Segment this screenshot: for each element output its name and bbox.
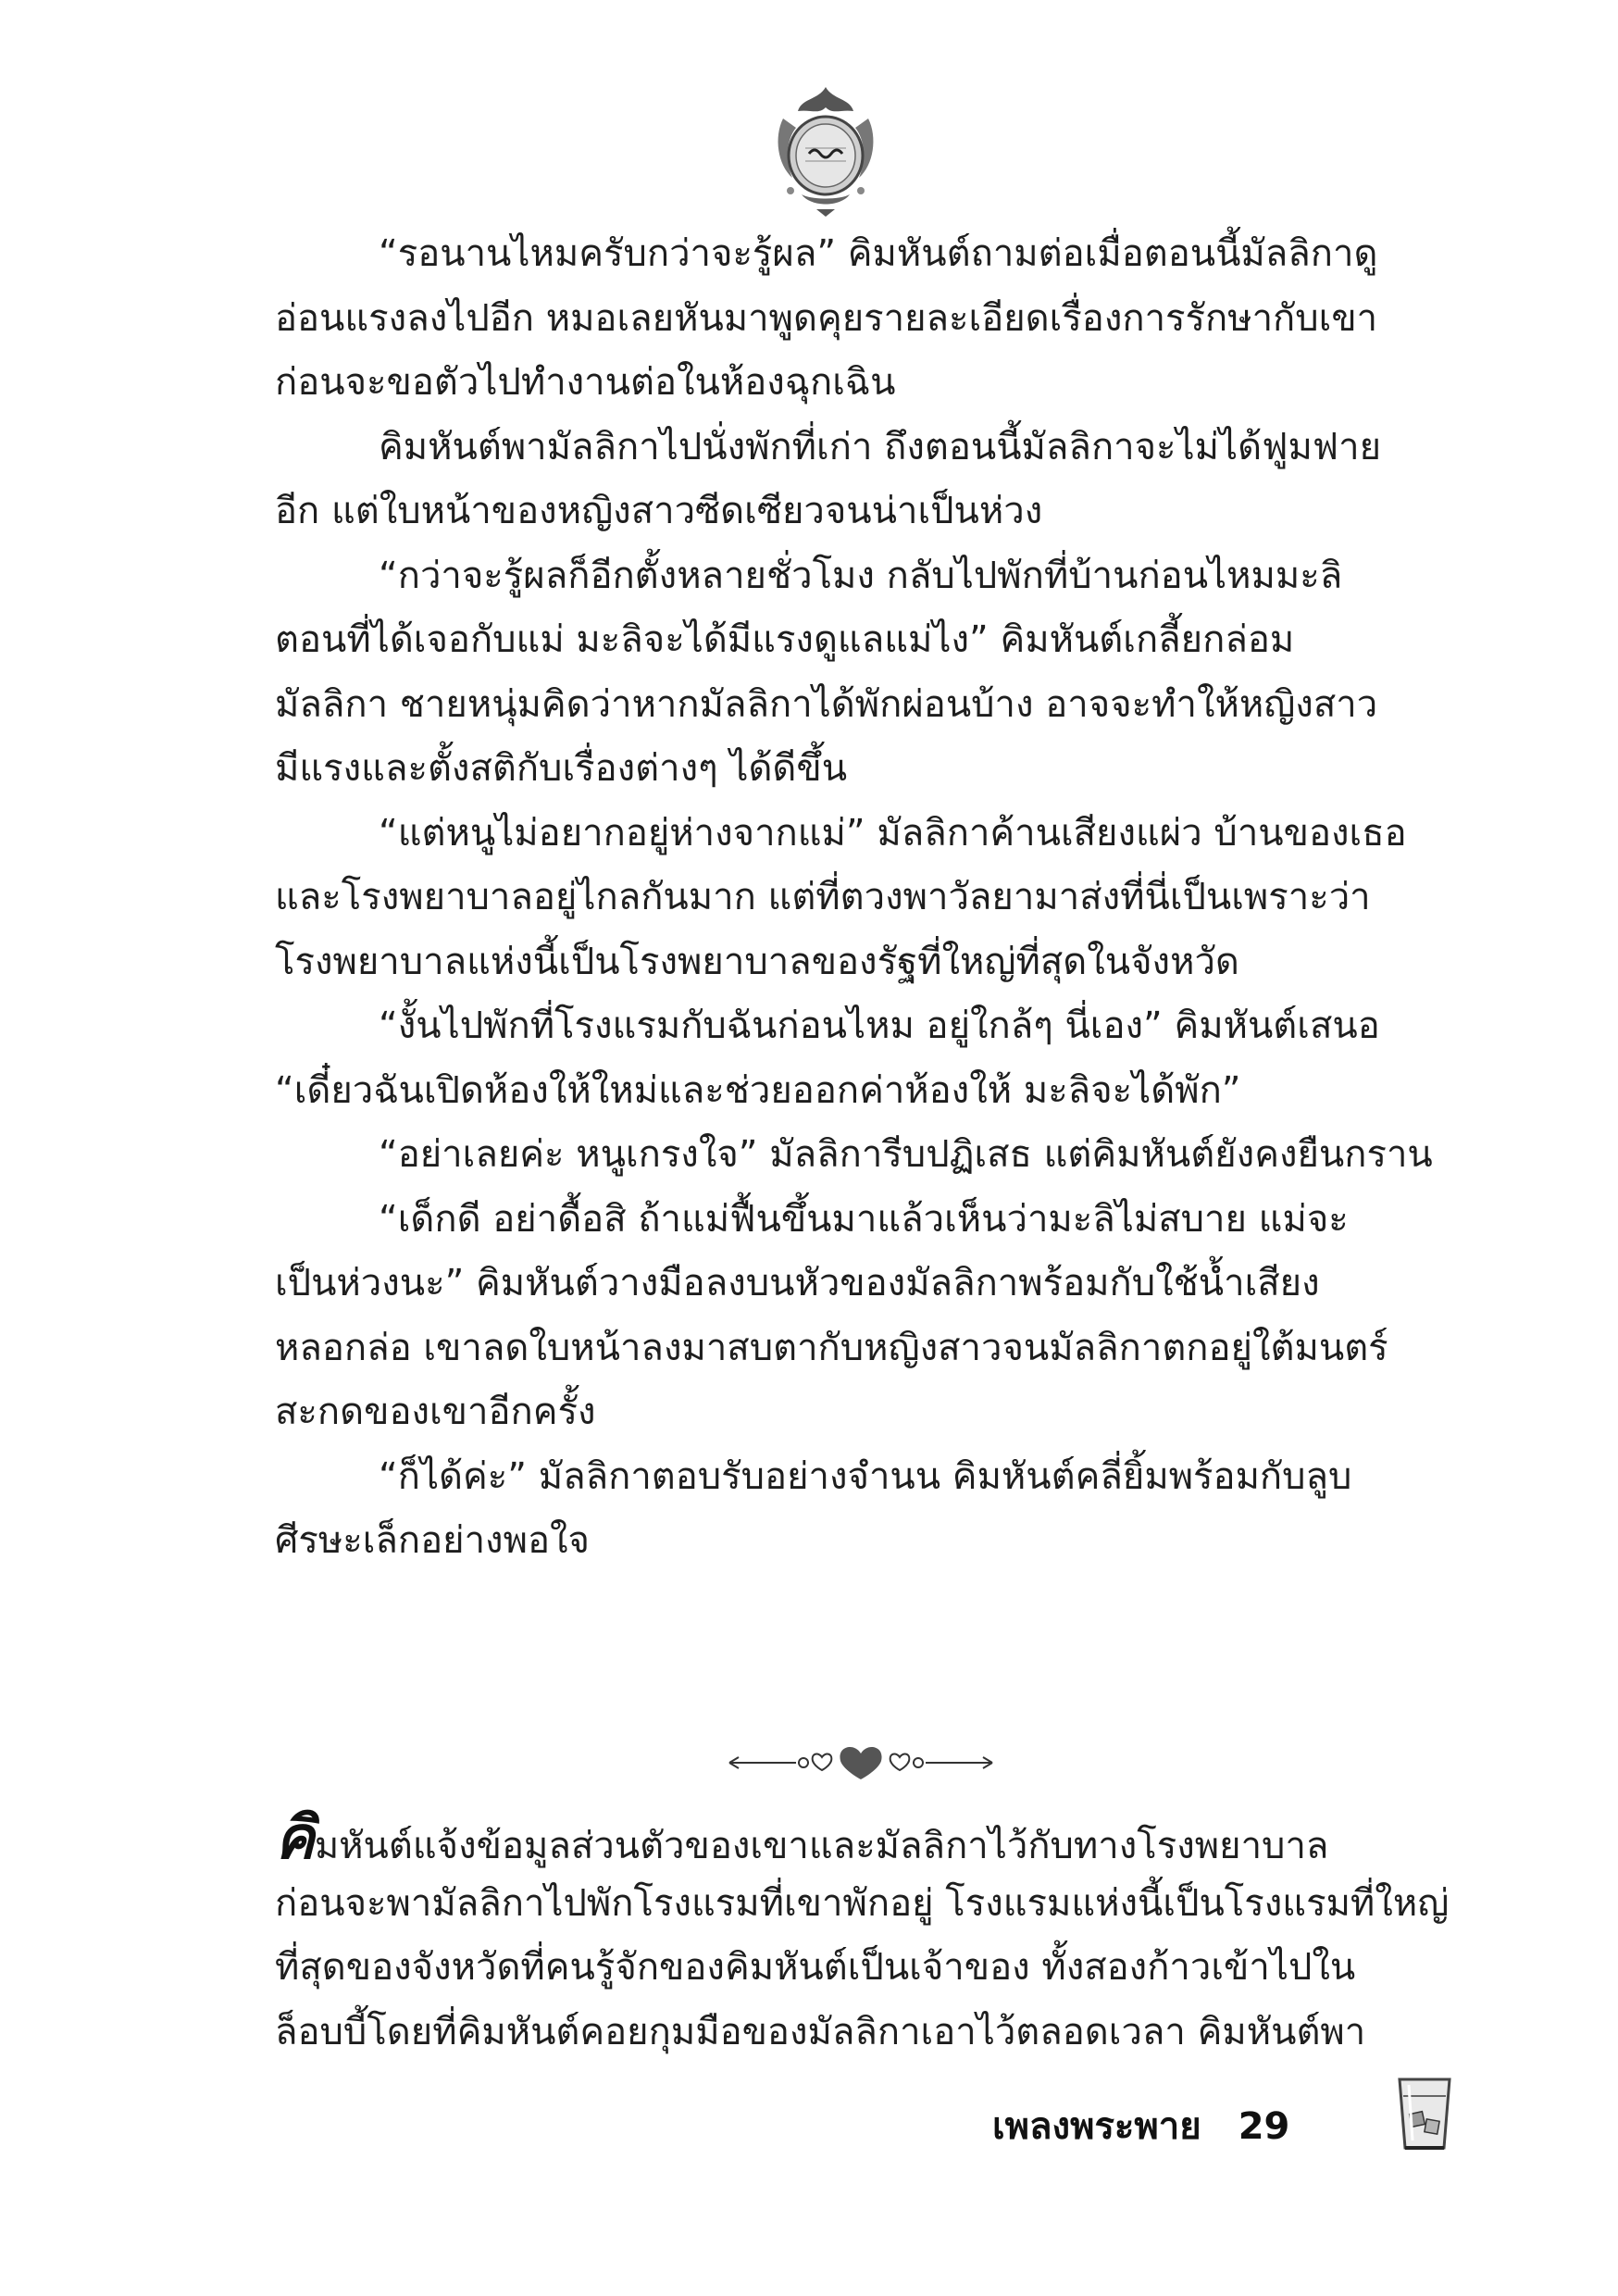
paragraph-line: ศีรษะเล็กอย่างพอใจ xyxy=(275,1519,590,1562)
paragraph-line: “ก็ได้ค่ะ” มัลลิกาตอบรับอย่างจำนน คิมหันต์คลี่ยิ้มพร้อมกับลูบ xyxy=(379,1454,1352,1498)
paragraph-line: เป็นห่วงนะ” คิมหันต์วางมือลงบนหัวของมัลลิกาพร้อมกับใช้น้ำเสียง xyxy=(275,1262,1320,1304)
paragraph-line: “เด็กดี อย่าดื้อสิ ถ้าแม่ฟื้นขึ้นมาแล้วเห็นว่ามะลิไม่สบาย แม่จะ xyxy=(379,1197,1349,1241)
paragraph-line: “อย่าเลยค่ะ หนูเกรงใจ” มัลลิการีบปฏิเสธ แต่คิมหันต์ยังคงยืนกราน xyxy=(379,1133,1433,1176)
publisher-emblem-icon xyxy=(765,81,887,220)
page-footer xyxy=(992,2094,1289,2159)
body-text-section-2 xyxy=(275,1807,1464,2065)
paragraph-line: โรงพยาบาลแห่งนี้เป็นโรงพยาบาลของรัฐที่ใหญ่ที่สุดในจังหวัด xyxy=(275,940,1239,983)
paragraph-line: อ่อนแรงลงไปอีก หมอเลยหันมาพูดคุยรายละเอียดเรื่องการรักษากับเขา xyxy=(275,296,1378,340)
paragraph-line: และโรงพยาบาลอยู่ไกลกันมาก แต่ที่ตวงพาวัลยามาส่งที่นี่เป็นเพราะว่า xyxy=(275,876,1371,918)
paragraph-line: “งั้นไปพักที่โรงแรมกับฉันก่อนไหม อยู่ใกล้ๆ นี่เอง” คิมหันต์เสนอ xyxy=(379,1004,1380,1047)
paragraph-line: มีแรงและตั้งสติกับเรื่องต่างๆ ได้ดีขึ้น xyxy=(275,747,848,790)
paragraph-line: สะกดของเขาอีกครั้ง xyxy=(275,1391,596,1433)
paragraph-line: อีก แต่ใบหน้าของหญิงสาวซีดเซียวจนน่าเป็นห่วง xyxy=(275,490,1043,532)
drop-cap: คิ xyxy=(275,1807,315,1872)
paragraph-line: ล็อบบี้โดยที่คิมหันต์คอยกุมมือของมัลลิกาเอาไว้ตลอดเวลา คิมหันต์พา xyxy=(275,2010,1366,2053)
book-title: เพลงพระพาย xyxy=(992,2105,1201,2148)
paragraph-line: ก่อนจะขอตัวไปทำงานต่อในห้องฉุกเฉิน xyxy=(275,361,896,404)
heart-divider-icon xyxy=(722,1742,1000,1779)
paragraph-line: “กว่าจะรู้ผลก็อีกตั้งหลายชั่วโมง กลับไปพักที่บ้านก่อนไหมมะลิ xyxy=(379,554,1343,597)
paragraph-first-line-text: มหันต์แจ้งข้อมูลส่วนตัวของเขาและมัลลิกาไว้กับทางโรงพยาบาล xyxy=(314,1825,1329,1867)
glass-icon xyxy=(1396,2076,1453,2153)
paragraph-line: “แต่หนูไม่อยากอยู่ห่างจากแม่” มัลลิกาค้านเสียงแผ่ว บ้านของเธอ xyxy=(379,811,1407,855)
paragraph-line: ก่อนจะพามัลลิกาไปพักโรงแรมที่เขาพักอยู่ โรงแรมแห่งนี้เป็นโรงแรมที่ใหญ่ xyxy=(275,1881,1450,1925)
body-text-section-1 xyxy=(275,222,1464,1574)
page-number: 29 xyxy=(1238,2105,1290,2148)
paragraph-line: คิมหันต์พามัลลิกาไปนั่งพักที่เก่า ถึงตอนนี้มัลลิกาจะไม่ได้ฟูมฟาย xyxy=(379,425,1382,468)
paragraph-line: “เดี๋ยวฉันเปิดห้องให้ใหม่และช่วยออกค่าห้องให้ มะลิจะได้พัก” xyxy=(275,1068,1241,1112)
paragraph-line: มัลลิกา ชายหนุ่มคิดว่าหากมัลลิกาได้พักผ่อนบ้าง อาจจะทำให้หญิงสาว xyxy=(275,682,1378,726)
paragraph-line: ตอนที่ได้เจอกับแม่ มะลิจะได้มีแรงดูแลแม่ไง” คิมหันต์เกลี้ยกล่อม xyxy=(275,618,1295,661)
paragraph-line: “รอนานไหมครับกว่าจะรู้ผล” คิมหันต์ถามต่อเมื่อตอนนี้มัลลิกาดู xyxy=(379,232,1378,275)
paragraph-first-line xyxy=(275,1807,1464,1872)
paragraph-line: ที่สุดของจังหวัดที่คนรู้จักของคิมหันต์เป็นเจ้าของ ทั้งสองก้าวเข้าไปใน xyxy=(275,1946,1356,1989)
paragraph-line: หลอกล่อ เขาลดใบหน้าลงมาสบตากับหญิงสาวจนมัลลิกาตกอยู่ใต้มนตร์ xyxy=(275,1326,1388,1369)
